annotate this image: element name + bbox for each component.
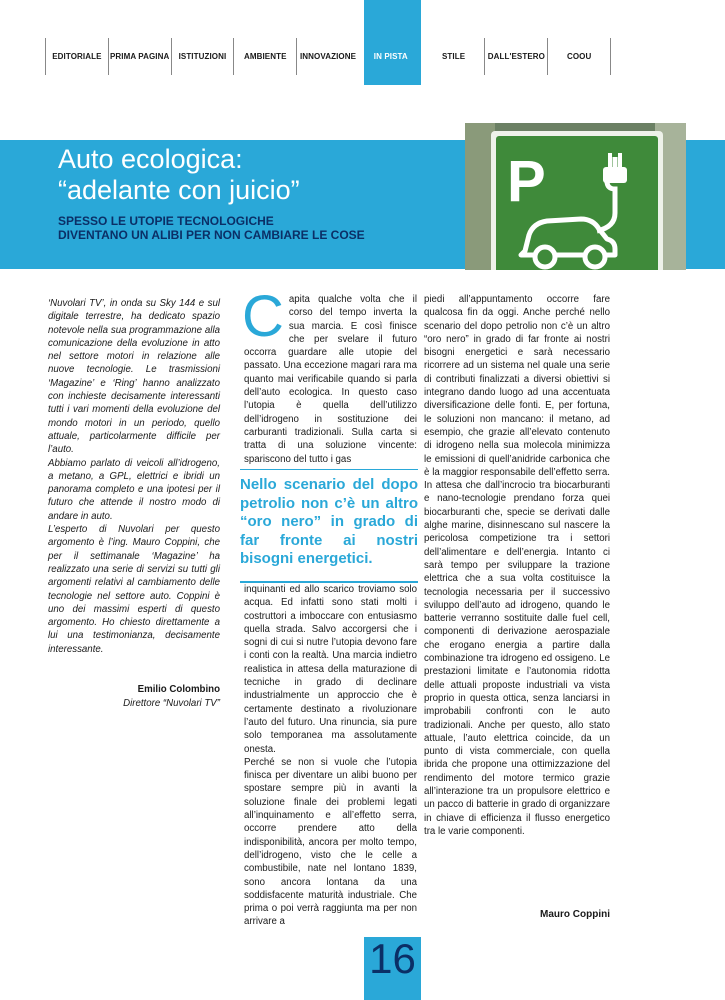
subtitle [58,214,365,242]
signature-name: Emilio Colombino [137,684,220,695]
nav-item-prima-pagina[interactable]: PRIMA PAGINA [108,38,171,75]
ev-charging-sign-photo [465,123,686,270]
subtitle-line-1: SPESSO LE UTOPIE TECNOLOGICHE [58,214,274,228]
nav-item-editoriale[interactable]: EDITORIALE [45,38,108,75]
article-column-2-top [242,284,417,466]
article-paragraph: inquinanti ed allo scarico troviamo solo acqua. Ed infatti sono stati molti i costruttori a imboccare con entusiasmo quella strada. Salvo accorgersi che i sogni di cui si nutre l’utopia devono fare i conti con la realtà. Una marcia indietro realistica in attesa della maturazione di tecniche in grado di declinare industrialmente un approccio che è certamente destinato a rivoluzionare l’auto del futuro. Una rinuncia, sia pure solo temporanea ma assolutamente onesta. [244,584,417,755]
drop-cap: C [242,284,284,349]
nav-items [45,38,611,75]
pull-quote: Nello scenario del dopo petrolio non c’è un altro “oro nero” in grado di far fronte ai nostri bisogni energetici. [240,476,418,583]
intro-paragraph: ‘Nuvolari TV’, in onda su Sky 144 e sul digitale terrestre, ha dedicato spazio notevole nella sua programmazione alla comunicazione della evoluzione in atto nel settore motori in relazione alle nuove tecnologie. Le trasmissioni ‘Magazine’ e ‘Ring’ hanno analizzato con inchieste decisamente interessanti tutti i vari momenti della evoluzione del mondo motori in un periodo, quello attuale, particolarmente difficile per l’auto. [48,298,220,456]
subtitle-line-2: DIVENTANO UN ALIBI PER NON CAMBIARE LE COSE [58,228,365,242]
page-number: 16 [369,935,416,982]
article-text: apita qualche volta che il corso del tempo inverta la sua marcia. E così finisce che per svelare il futuro occorra guardare alle utopie del passato. Una eccezione magari rara ma quanto mai verificabile quando si parla dell’auto ecologica. In questo caso l’utopia è quella dell’utilizzo dell’idrogeno in sostituzione dei carburanti tradizionali. Sulla carta si tratta di una soluzione vincente: spariscono del tutto i gas [244,294,417,465]
title-line-2: “adelante con juicio” [58,175,300,205]
nav-item-istituzioni[interactable]: ISTITUZIONI [171,38,234,75]
electric-car-charging-sign-icon [465,123,686,270]
title-line-1: Auto ecologica: [58,144,243,174]
section-nav [0,0,725,85]
nav-item-coou[interactable]: COOU [547,38,611,75]
sign-letter: P [507,149,546,214]
nav-item-in-pista[interactable]: IN PISTA [373,52,408,61]
intro-column [48,297,220,656]
intro-paragraph: Abbiamo parlato di veicoli all’idrogeno, a metano, a GPL, elettrici e ibridi un panorama completo e una ipotesi per il futuro che attende il nostro modo di andare in auto. [48,457,220,522]
article-author: Mauro Coppini [540,909,610,920]
intro-signature [48,683,220,711]
nav-item-ambiente[interactable]: AMBIENTE [233,38,296,75]
nav-item-innovazione[interactable]: INNOVAZIONE [296,38,359,75]
page-title [58,144,300,206]
article-paragraph: Perché se non si vuole che l’utopia finisca per diventare un alibi buono per spostare sempre più in avanti la soluzione finale dei problemi legati all’inquinamento e all’effetto serra, occorre prendere atto della indisponibilità, ancora per molto tempo, dell’idrogeno, visto che le celle a combustibile, nate nel lontano 1839, sono ancora lontana da una soddisfacente maturità industriale. Che prima o poi verrà raggiunta ma per non arrivare a [244,756,417,928]
intro-paragraph: L’esperto di Nuvolari per questo argomento è l’ing. Mauro Coppini, che per il settimanale ‘Magazine’ ha realizzato una serie di servizi su tutti gli argomenti relativi al cambiamento delle tecnologie nel settore auto. Coppini è uno dei massimi esperti di questo argomento. Ho chiesto direttamente a lui una testimonianza, decisamente interessante. [48,524,220,655]
article-column-3 [424,293,610,838]
article-paragraph: piedi all’appuntamento occorre fare qualcosa fin da oggi. Anche perché nello scenario del dopo petrolio non c’è un altro “oro nero” in grado di far fronte ai nostri bisogni energetici e sarà necessario ricorrere ad un sistema nel quale una serie di contributi finalizzati a diversi obiettivi si integrano dando luogo ad una accentuata diversificazione delle fonti. E, per fortuna, le soluzioni non mancano: il metano, ad esempio, che grazie all’elevato contenuto di idrogeno nella sua molecola minimizza le emissioni di quell’anidride carbonica che è la maggior responsabile dell’effetto serra. In attesa che dall’incrocio tra biocarburanti e nano-tecnologie prendano forza quei biocarburanti che, specie se derivati dalle alghe marine, disinnescano sul nascere la pericolosa competizione tra i settori dell’alimentare e dell’energia. Intanto ci sarà tempo per sviluppare la trazione elettrica che a sua volta costituisce la tecnologia necessaria per il successivo sviluppo dell’auto ad idrogeno, quando le batterie verranno sostituite dalle fuel cell, componenti di derivazione aerospaziale che erogano energia a partire dalla combinazione tra idrogeno ed ossigeno. Le prestazioni limitate e l’autonomia ridotta delle attuali proposte industriali va vista proprio in questa ottica, senza lanciarsi in improbabili confronti con le auto tradizionali. Anche per questo, allo stato attuale, l’auto elettrica coincide, da un punto di vista commerciale, con quella ibrida che propone una ottimizzazione del rendimento del motore termico grazie all’interazione tra un propulsore elettrico e un pacco di batterie in grado di organizzare in chiave di efficienza il flusso energetico tra le varie componenti. [424,294,610,837]
nav-item-dall-estero[interactable]: DALL'ESTERO [484,38,547,75]
nav-item-stile[interactable]: STILE [441,52,466,61]
signature-role: Direttore “Nuvolari TV” [123,698,220,709]
article-column-2-bottom [244,583,417,929]
